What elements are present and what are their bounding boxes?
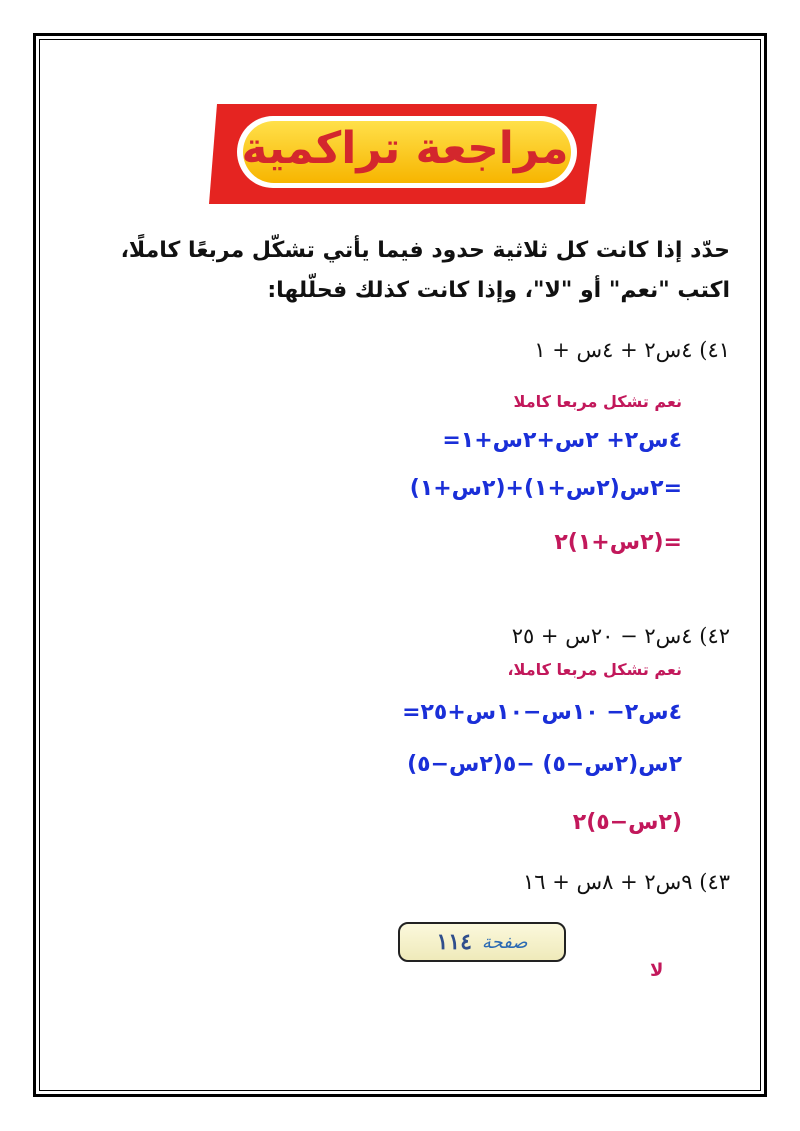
page-label: صفحة [481,931,528,953]
problem-42-result: (٢س−٥)٢ [572,810,682,835]
problem-42-statement: ٤٢) ٤س٢ − ٢٠س + ٢٥ [511,624,730,648]
section-banner [205,100,605,210]
page-number: ١١٤ [436,929,472,955]
problem-41-result: =(٢س+١)٢ [554,530,682,555]
problem-41-step-1: ٤س٢+ ٢س+٢س+١= [442,428,682,453]
problem-43-statement: ٤٣) ٩س٢ + ٨س + ١٦ [522,870,730,894]
instructions-line-1: حدّد إذا كانت كل ثلاثية حدود فيما يأتي تشكّل مربعًا كاملًا، [120,238,730,263]
problem-41-step-2: =٢س(٢س+١)+(٢س+١) [409,476,682,501]
problem-43-answer: لا [650,960,664,981]
problem-41-answer: نعم تشكل مربعا كاملا [513,392,682,411]
problem-41-statement: ٤١) ٤س٢ + ٤س + ١ [534,338,730,362]
banner-title: مراجعة تراكمية [241,122,569,174]
page-number-badge [398,922,566,962]
problem-42-answer: نعم تشكل مربعا كاملا، [507,660,682,679]
problem-42-step-2: ٢س(٢س−٥) −٥(٢س−٥) [407,752,682,777]
instructions-line-2: اكتب "نعم" أو "لا"، وإذا كانت كذلك فحلّلها: [267,278,730,303]
problem-42-step-1: ٤س٢− ١٠س−١٠س+٢٥= [402,700,682,725]
